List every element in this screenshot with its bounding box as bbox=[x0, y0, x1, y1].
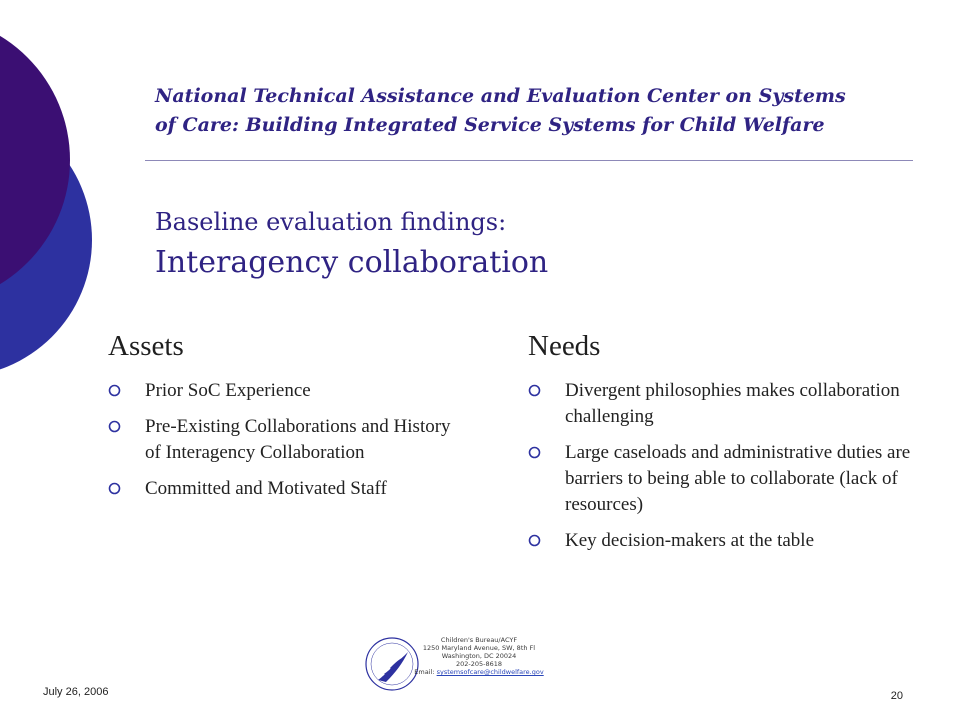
needs-heading: Needs bbox=[528, 330, 601, 362]
needs-item-text: Divergent philosophies makes collaboration challenging bbox=[565, 380, 900, 427]
list-item bbox=[108, 476, 468, 502]
list-item bbox=[108, 414, 468, 466]
contact-line: 202-205-8618 bbox=[455, 660, 503, 668]
assets-item-text: Committed and Motivated Staff bbox=[145, 478, 387, 499]
assets-item-text: Prior SoC Experience bbox=[145, 380, 311, 401]
needs-item-text: Large caseloads and administrative duties are barriers to being able to collaborate (lack of resources) bbox=[565, 442, 911, 515]
hollow-circle-bullet-icon bbox=[108, 420, 121, 433]
email-link[interactable]: systemsofcare@childwelfare.gov bbox=[436, 668, 544, 676]
hollow-circle-bullet-icon bbox=[528, 534, 541, 547]
decorative-circles bbox=[0, 0, 110, 380]
list-item bbox=[528, 440, 913, 518]
email-label: Email: bbox=[414, 668, 437, 676]
footer-date: July 26, 2006 bbox=[43, 686, 109, 698]
list-item bbox=[108, 378, 468, 404]
hollow-circle-bullet-icon bbox=[108, 384, 121, 397]
contact-line: Children's Bureau/ACYF bbox=[440, 636, 518, 644]
assets-heading: Assets bbox=[108, 330, 184, 362]
slide-title-line2: Interagency collaboration bbox=[155, 245, 549, 280]
page-number: 20 bbox=[890, 690, 903, 702]
hollow-circle-bullet-icon bbox=[528, 384, 541, 397]
header-title-line1: National Technical Assistance and Evaluation Center on Systems bbox=[155, 85, 846, 107]
needs-item-text: Key decision-makers at the table bbox=[565, 530, 815, 551]
list-item bbox=[528, 378, 913, 430]
contact-line: 1250 Maryland Avenue, SW, 8th Fl bbox=[422, 644, 536, 652]
header-divider bbox=[145, 160, 913, 161]
header-title-line2: of Care: Building Integrated Service Systems for Child Welfare bbox=[155, 114, 825, 136]
assets-list bbox=[108, 378, 468, 502]
hollow-circle-bullet-icon bbox=[108, 482, 121, 495]
header-title bbox=[155, 82, 915, 140]
hollow-circle-bullet-icon bbox=[528, 446, 541, 459]
needs-list bbox=[528, 378, 913, 554]
slide-title-line1: Baseline evaluation findings: bbox=[155, 208, 507, 236]
contact-line: Washington, DC 20024 bbox=[441, 652, 517, 660]
contact-block bbox=[398, 636, 560, 676]
contact-email-row bbox=[398, 668, 560, 676]
assets-item-text: Pre-Existing Collaborations and History of Interagency Collaboration bbox=[145, 416, 451, 463]
slide-title bbox=[155, 204, 548, 286]
list-item bbox=[528, 528, 913, 554]
assets-column bbox=[108, 328, 468, 512]
needs-column bbox=[528, 328, 913, 564]
